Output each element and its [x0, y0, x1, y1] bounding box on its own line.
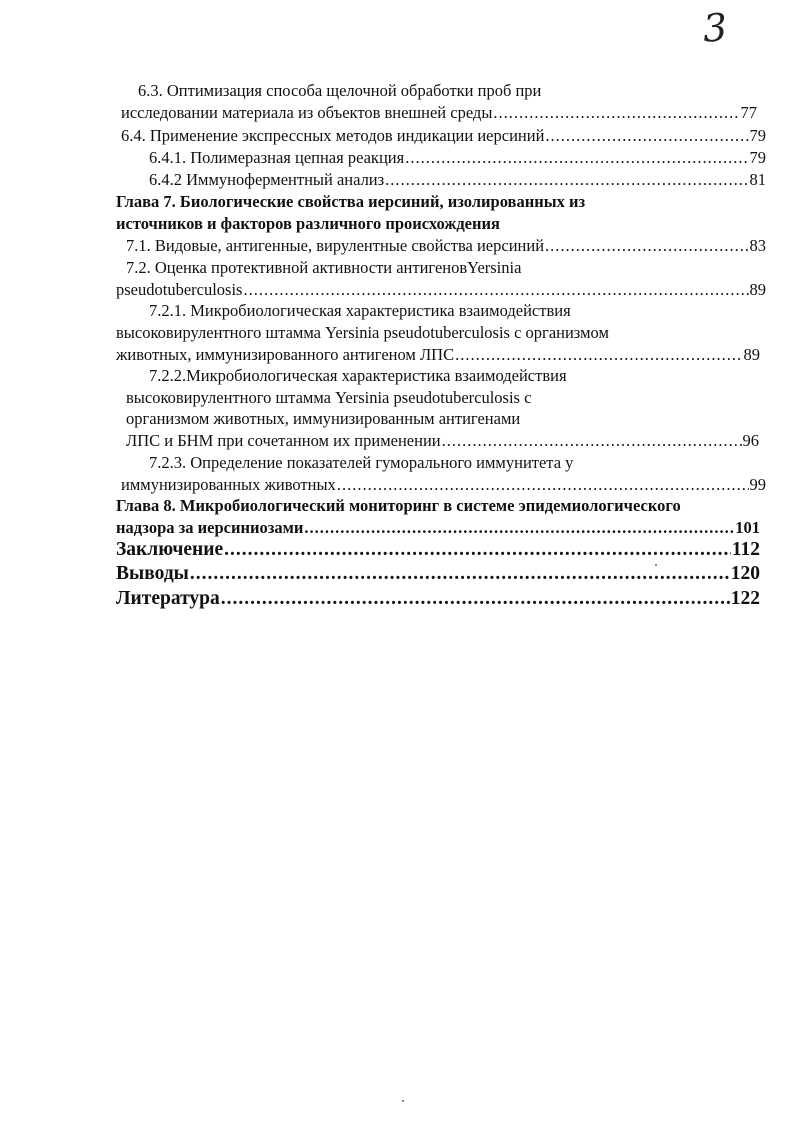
toc-entry-text: pseudotuberculosis: [116, 280, 243, 299]
toc-page-number: 77: [740, 103, 757, 122]
toc-page-number: 122: [730, 588, 760, 609]
toc-entry-text: 6.4. Применение экспрессных методов индикации иерсиний: [121, 126, 545, 145]
dot-leader: [221, 586, 730, 612]
toc-page-number: 89: [749, 280, 766, 299]
toc-entry-7-2-1-cont2: [116, 344, 760, 366]
toc-page-number: 112: [731, 539, 760, 560]
dot-leader: [304, 517, 734, 539]
toc-chapter-7-cont: [116, 213, 500, 235]
toc-entry-6-4-2: [149, 169, 766, 191]
scan-speck: [402, 1100, 404, 1102]
toc-page-number: 101: [735, 518, 760, 537]
toc-page-number: 89: [743, 345, 760, 364]
dot-leader: [224, 537, 731, 563]
dot-leader: [493, 102, 739, 124]
toc-entry-7-1: [126, 235, 766, 257]
toc-entry-text: ЛПС и БНМ при сочетанном их применении: [126, 431, 441, 450]
toc-entry-text: Выводы: [116, 563, 189, 584]
toc-entry-text: организмом животных, иммунизированным антигенами: [126, 409, 521, 428]
dot-leader: [545, 235, 748, 257]
toc-entry-text: 6.3. Оптимизация способа щелочной обработки проб при: [138, 81, 542, 100]
toc-findings: [116, 561, 760, 587]
toc-entry-text: 7.2.2.Микробиологическая характеристика взаимодействия: [149, 366, 567, 385]
toc-entry-text: источников и факторов различного происхождения: [116, 214, 500, 233]
toc-entry-7-2-1: [149, 300, 571, 322]
toc-entry-text: Глава 7. Биологические свойства иерсиний, изолированных из: [116, 192, 586, 211]
toc-entry-text: высоковирулентного штамма Yersinia pseudotuberculosis с: [126, 388, 532, 407]
toc-entry-text: животных, иммунизированного антигеном ЛПС: [116, 345, 455, 364]
toc-page-number: 99: [749, 475, 766, 494]
scan-speck: [655, 564, 657, 566]
toc-entry-text: 7.2. Оценка протективной активности антигеновYersinia: [126, 258, 522, 277]
toc-literature: [116, 586, 760, 612]
toc-entry-text: 7.2.3. Определение показателей гуморального иммунитета у: [149, 453, 574, 472]
dot-leader: [337, 474, 749, 496]
toc-entry-text: 6.4.2 Иммуноферментный анализ: [149, 170, 385, 189]
dot-leader: [385, 169, 748, 191]
toc-entry-text: 7.2.1. Микробиологическая характеристика взаимодействия: [149, 301, 571, 320]
dot-leader: [442, 430, 742, 452]
toc-page-number: 120: [730, 563, 760, 584]
toc-page-number: 83: [749, 236, 766, 255]
toc-entry-text: 6.4.1. Полимеразная цепная реакция: [149, 148, 405, 167]
toc-chapter-8: [116, 495, 681, 517]
toc-entry-7-2-1-cont: [116, 322, 609, 344]
toc-entry-7-2-2: [149, 365, 567, 387]
toc-entry-text: иммунизированных животных: [121, 475, 336, 494]
toc-chapter-7: [116, 191, 585, 213]
toc-entry-7-2: [126, 257, 521, 279]
toc-entry-text: Литература: [116, 588, 220, 609]
toc-entry-7-2-3-cont: [121, 474, 766, 496]
toc-entry-text: 7.1. Видовые, антигенные, вирулентные свойства иерсиний: [126, 236, 545, 255]
toc-chapter-8-cont: [116, 517, 760, 539]
toc-entry-6-4-1: [149, 147, 766, 169]
toc-page-number: 79: [749, 148, 766, 167]
toc-conclusion: [116, 537, 760, 563]
toc-page-number: 96: [742, 431, 759, 450]
page-number: 3: [701, 5, 729, 51]
toc-entry-6-3-cont: [121, 102, 757, 124]
toc-entry-text: исследовании материала из объектов внешней среды: [121, 103, 493, 122]
dot-leader: [545, 125, 748, 147]
toc-entry-6-3: [138, 80, 541, 102]
toc-entry-7-2-cont: [116, 279, 766, 301]
toc-entry-text: надзора за иерсиниозами: [116, 518, 304, 537]
toc-entry-text: высоковирулентного штамма Yersinia pseudotuberculosis с организмом: [116, 323, 609, 342]
toc-page-number: 81: [749, 170, 766, 189]
toc-entry-text: Глава 8. Микробиологический мониторинг в системе эпидемиологического: [116, 496, 681, 515]
toc-entry-7-2-2-cont: [126, 387, 531, 409]
dot-leader: [455, 344, 742, 366]
toc-entry-7-2-2-cont3: [126, 430, 759, 452]
toc-entry-7-2-2-cont2: [126, 408, 520, 430]
dot-leader: [190, 561, 730, 587]
toc-entry-6-4: [121, 125, 766, 147]
toc-entry-text: Заключение: [116, 539, 224, 560]
dot-leader: [243, 279, 748, 301]
dot-leader: [405, 147, 748, 169]
toc-page-number: 79: [749, 126, 766, 145]
toc-entry-7-2-3: [149, 452, 573, 474]
